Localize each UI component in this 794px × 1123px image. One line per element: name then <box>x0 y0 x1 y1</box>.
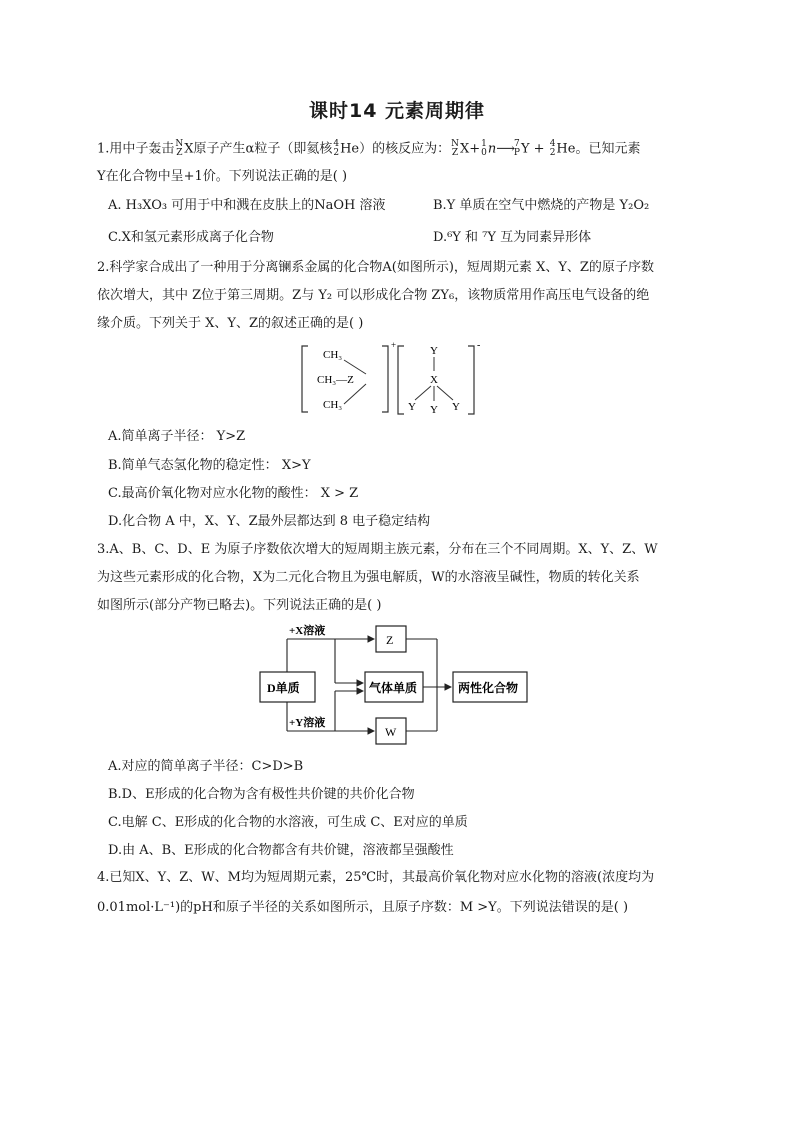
q1-line2: Y在化合物中呈+1价。下列说法正确的是( ) <box>97 169 348 184</box>
compound-a-structure <box>300 338 490 420</box>
q1-tail: He。已知元素 <box>556 141 641 157</box>
amphoteric-compound-label: 两性化合物 <box>458 681 519 695</box>
q1-nuclide-x: N Z <box>175 139 184 158</box>
ch3-top: CH₃ <box>323 349 343 361</box>
q1-mid1: X原子产生α粒子（即氦核 <box>184 141 333 157</box>
q3-option-d: D.由 A、B、E形成的化合物都含有共价键，溶液都呈强酸性 <box>108 843 454 858</box>
ch3-bottom: CH₃ <box>323 399 343 411</box>
q2-option-c: C.最高价氧化物对应水化物的酸性： X > Z <box>108 486 359 501</box>
bond-bottom <box>344 384 366 404</box>
q2-option-a: A.简单离子半径： Y>Z <box>108 429 246 444</box>
q2-line3: 缘介质。下列关于 X、Y、Z的叙述正确的是( ) <box>97 316 364 331</box>
x-solution-label: +X溶液 <box>289 625 326 637</box>
q1-eq-he: 4 2 <box>549 139 556 158</box>
q2-line1: 2.科学家合成出了一种用于分离镧系金属的化合物A(如图所示)，短周期元素 X、Y、Z的原子序数 <box>97 260 654 275</box>
q1-option-b: B.Y 单质在空气中燃烧的产物是 Y₂O₂ <box>433 198 650 213</box>
y-top: Y <box>430 345 438 357</box>
conversion-flow-diagram <box>255 620 535 750</box>
q4-line2: 0.01mol·L⁻¹)的pH和原子半径的关系如图所示，且原子序数：M >Y。下列说法错误的是( ) <box>97 900 629 915</box>
w-label: W <box>385 725 397 739</box>
q3-line3: 如图所示(部分产物已略去)。下列说法正确的是( ) <box>97 598 382 613</box>
charge-plus: + <box>391 340 397 350</box>
q1-option-a: A. H₃XO₃ 可用于中和溅在皮肤上的NaOH 溶液 <box>108 198 386 213</box>
q3-line1: 3.A、B、C、D、E 为原子序数依次增大的短周期主族元素，分布在三个不同周期。X、Y、Z、W <box>97 542 658 557</box>
gas-element-label: 气体单质 <box>369 681 418 695</box>
q1-line1: 1.用中子轰击 N Z X原子产生α粒子（即氦核 4 2 He）的核反应为： N Z X+ 1 0 n⟶ 7 P Y + 4 2 He。已知元素 <box>97 139 641 158</box>
q1-mid2: He）的核反应为： <box>340 141 451 157</box>
q2-line2: 依次增大，其中 Z位于第三周期。Z与 Y₂ 可以形成化合物 ZY₆，该物质常用作高压电气设备的绝 <box>97 288 650 303</box>
ch3-z: CH₃—Z <box>317 374 354 386</box>
z-label: Z <box>386 633 394 647</box>
q2-option-b: B.简单气态氢化物的稳定性： X>Y <box>108 458 311 473</box>
q3-line2: 为这些元素形成的化合物，X为二元化合物且为强电解质，W的水溶液呈碱性，物质的转化关系 <box>97 570 640 585</box>
q1-option-d: D.⁶Y 和 ⁷Y 互为同素异形体 <box>433 230 592 245</box>
q1-prefix: 1.用中子轰击 <box>97 141 175 157</box>
bond-top <box>344 360 366 374</box>
charge-minus: - <box>477 340 481 351</box>
q1-react: X+ <box>459 141 481 157</box>
q3-option-b: B.D、E形成的化合物为含有极性共价键的共价化合物 <box>108 787 415 802</box>
q1-eq-x: N Z <box>451 139 459 158</box>
x-center: X <box>430 374 438 386</box>
q1-arrow: ⟶ <box>496 141 513 157</box>
q1-nuclide-he: 4 2 <box>333 139 340 158</box>
page-title: 课时14 元素周期律 <box>308 100 486 122</box>
q3-option-c: C.电解 C、E形成的化合物的水溶液，可生成 C、E对应的单质 <box>108 815 468 830</box>
q1-eq-y: 7 P <box>513 139 520 158</box>
y-left: Y <box>408 401 416 413</box>
q1-option-c: C.X和氢元素形成离子化合物 <box>108 230 274 245</box>
q2-option-d: D.化合物 A 中，X、Y、Z最外层都达到 8 电子稳定结构 <box>108 514 431 529</box>
y-middle: Y <box>430 404 438 416</box>
y-right: Y <box>452 401 460 413</box>
q1-prod: Y + <box>520 141 549 157</box>
q1-eq-n: 1 0 <box>481 139 487 158</box>
y-solution-label: +Y溶液 <box>289 717 326 729</box>
q4-line1: 4.已知X、Y、Z、W、M均为短周期元素，25℃时，其最高价氧化物对应水化物的溶液(浓度均为 <box>97 870 655 885</box>
d-element-label: D单质 <box>267 681 300 695</box>
q3-option-a: A.对应的简单离子半径：C>D>B <box>108 759 304 774</box>
